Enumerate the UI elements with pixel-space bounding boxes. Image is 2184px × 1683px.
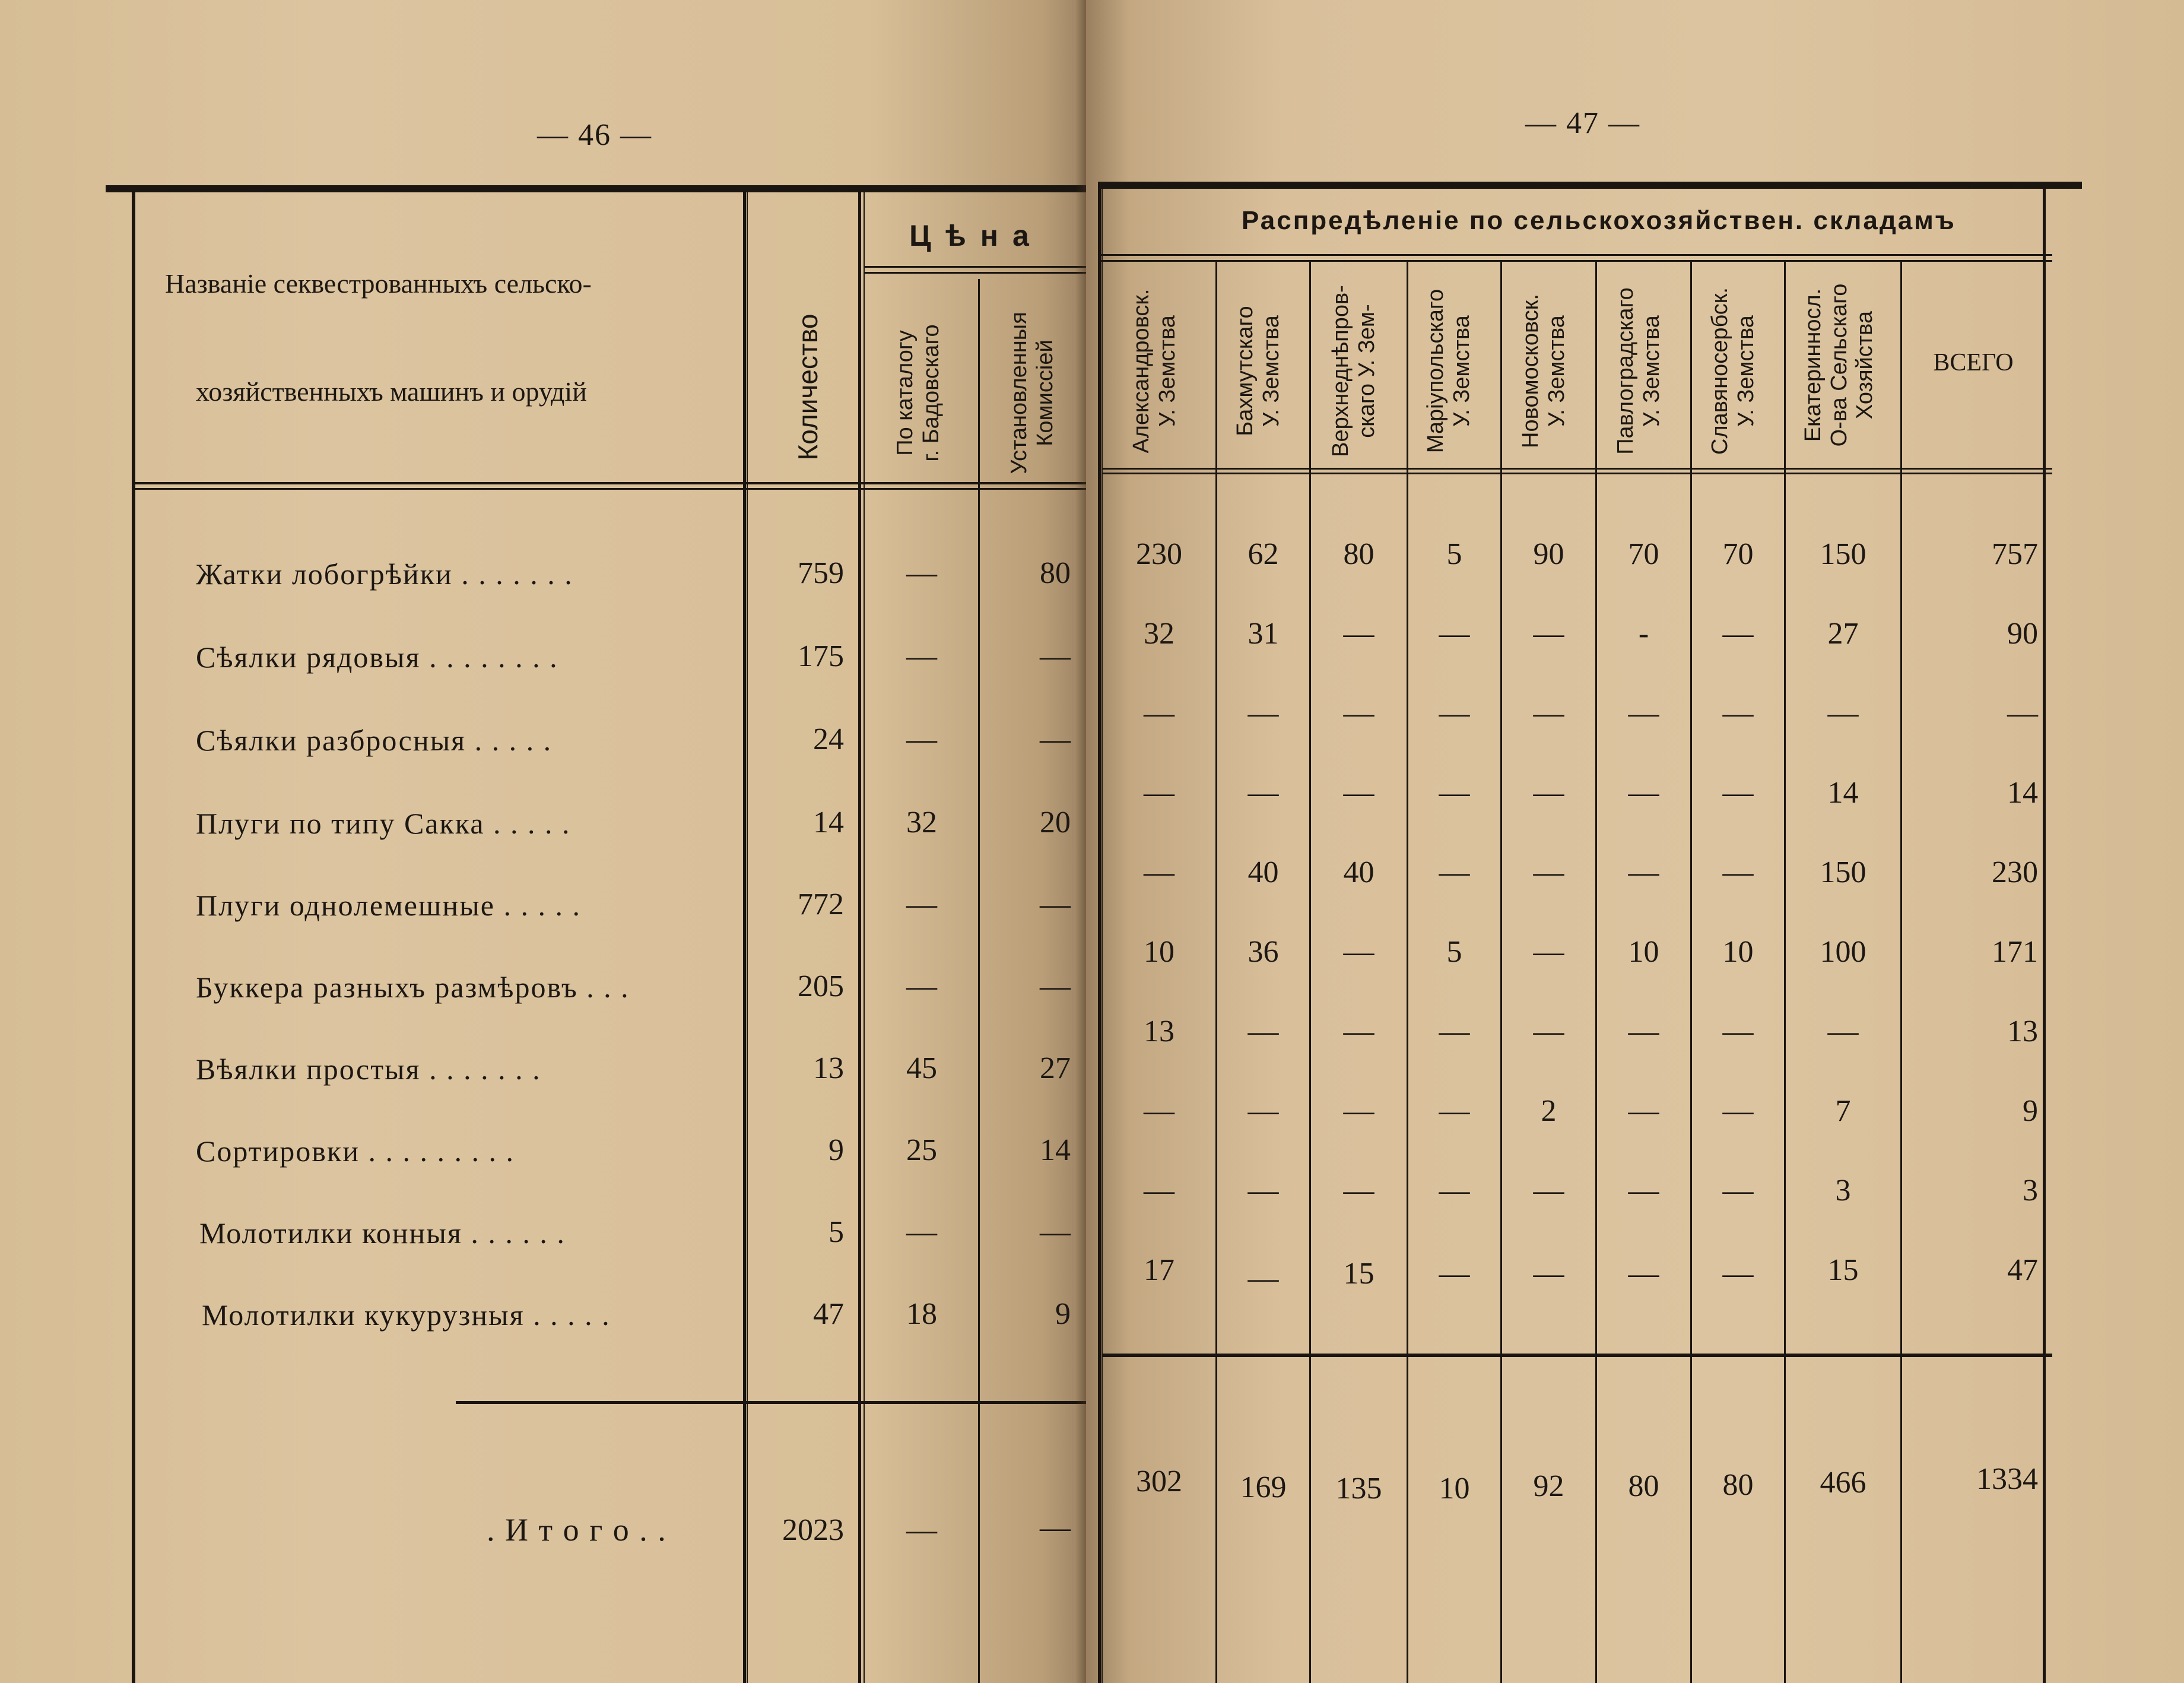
cell: — [1628,1015,1659,1048]
cell: 32 [1144,617,1174,651]
row-qty: 205 [798,969,844,1003]
row-catalog: 25 [906,1133,937,1167]
cell: — [1628,1094,1659,1128]
cell: 15 [1827,1253,1859,1287]
total-qty: 2023 [782,1513,844,1547]
cell: 150 [1820,537,1866,571]
price-group-header: Цѣна [909,219,1043,252]
distribution-title: Распредѣленіе по сельскохозяйствен. складамъ [1242,206,1956,235]
cell: — [1722,617,1754,651]
cell: 10 [1722,935,1754,969]
row-qty: 47 [813,1297,844,1331]
row-catalog: — [906,639,937,673]
row-catalog: — [906,1215,937,1249]
cell: — [1247,696,1279,730]
right-page [1086,0,2184,1683]
row-commission: — [1040,969,1071,1003]
cell: — [1343,617,1374,651]
total-cell: 92 [1533,1469,1564,1503]
row-name: Буккера разныхъ размѣровъ . . . [196,971,630,1004]
cell: 230 [1136,537,1182,571]
total-cell: 466 [1820,1466,1866,1500]
cell: — [1722,1174,1754,1207]
row-commission: 80 [1040,556,1071,590]
row-catalog: 45 [906,1051,937,1085]
right-table-left-border [1098,189,1101,1683]
cell-total: 90 [2007,617,2038,651]
cell: - [1638,617,1649,651]
cell: 62 [1247,537,1279,571]
cell: 2 [1541,1094,1557,1128]
row-qty: 14 [813,806,844,839]
table-left-border [132,192,135,1683]
total-catalog: — [906,1513,937,1547]
cell: — [1722,1257,1754,1291]
cell: — [1533,776,1564,810]
cell: — [1144,696,1174,730]
name-column-header-line1: Названіе секвестрованныхъ сельско- [165,268,592,299]
total-cell: 10 [1439,1472,1470,1505]
cell: 27 [1827,617,1859,651]
total-rule-right [1103,1354,2052,1357]
cell-total: 3 [2023,1174,2038,1207]
row-name: Плуги однолемешные . . . . . [196,889,581,922]
cell: — [1628,855,1659,889]
header-rule-right-2 [1103,473,2052,474]
cell: 13 [1144,1015,1174,1048]
row-catalog: — [906,969,937,1003]
price-commission-header: Установленныя Комиссіей [1007,312,1058,474]
cell: — [1247,1262,1279,1295]
cell: 70 [1722,537,1754,571]
total-rule-left [456,1401,1086,1404]
col-header-total: ВСЕГО [1933,349,2014,376]
page-number-right: — 47 — [1525,106,1640,140]
total-cell: 169 [1240,1470,1287,1504]
row-name: Сортировки . . . . . . . . . [196,1134,515,1168]
cell: — [1144,776,1174,810]
cell-total: — [2007,696,2038,730]
total-commission: — [1040,1511,1071,1545]
col-header-novomoskovsk: Новомосковск. У. Земства [1518,294,1569,448]
cell: — [1343,1174,1374,1207]
cell: — [1343,1015,1374,1048]
cell: — [1439,617,1470,651]
cell: — [1144,1094,1174,1128]
col-header-bakhmut: Бахмутскаго У. Земства [1233,306,1284,436]
cell: — [1628,776,1659,810]
cell: — [1144,1174,1174,1207]
row-qty: 759 [798,556,844,590]
cell: — [1247,1015,1279,1048]
cell-total: 14 [2007,776,2038,810]
row-qty: 24 [813,722,844,756]
cell-total: 230 [1992,855,2038,889]
cell: — [1722,1015,1754,1048]
cell: 5 [1446,537,1462,571]
col-header-mariupol: Маріупольскаго У. Земства [1423,289,1474,454]
cell: 17 [1144,1253,1174,1287]
cell: — [1343,696,1374,730]
cell: — [1533,617,1564,651]
cell: — [1247,1094,1279,1128]
cell-total: 9 [2023,1094,2038,1128]
row-qty: 175 [798,639,844,673]
row-commission: 20 [1040,806,1071,839]
divider-name-qty-2 [747,192,748,1683]
cell: — [1439,776,1470,810]
row-qty: 13 [813,1051,844,1085]
col-header-verkhnedneprovsk: Верхнеднѣпров- скаго У. Зем- [1328,285,1379,457]
cell: 40 [1343,855,1374,889]
row-catalog: 32 [906,806,937,839]
cell: — [1722,776,1754,810]
row-commission: — [1040,1215,1071,1249]
cell-total: 757 [1992,537,2038,571]
cell: 10 [1144,935,1174,969]
row-qty: 9 [828,1133,844,1167]
row-name: Плуги по типу Сакка . . . . . [196,807,571,840]
cell: 5 [1446,935,1462,969]
cell: — [1439,696,1470,730]
cell: 14 [1827,776,1859,810]
cell: — [1628,696,1659,730]
price-group-rule-2 [864,272,1086,274]
left-page [0,0,1086,1683]
cell-total: 171 [1992,935,2038,969]
cell: — [1247,776,1279,810]
cell: — [1247,1174,1279,1207]
row-qty: 772 [798,888,844,921]
row-catalog: 18 [906,1297,937,1331]
right-table-left-border-2 [1101,189,1103,1683]
cell: — [1827,1015,1859,1048]
title-rule [1098,254,2052,256]
cell: — [1628,1257,1659,1291]
top-rule-left [106,185,1086,192]
row-commission: — [1040,888,1071,921]
page-number-left: — 46 — [537,118,652,152]
divider-qty-price-2 [864,192,865,1683]
cell: 70 [1628,537,1659,571]
cell: 90 [1533,537,1564,571]
col-header-slavyanoserbsk: Славяносербск. У. Земства [1707,287,1758,455]
total-cell: 80 [1628,1469,1659,1503]
col-header-ekaterinoslav: Екатеринносл. О-ва Сельскаго Хозяйства [1801,283,1878,447]
col-header-aleksandrovsk: Александровск. У. Земства [1129,289,1180,454]
row-name: Молотилки кукурузныя . . . . . [202,1298,611,1332]
cell: — [1533,935,1564,969]
price-group-rule [864,266,1086,268]
row-name: Молотилки конныя . . . . . . [199,1216,566,1250]
cell: — [1439,855,1470,889]
header-rule-left-2 [135,488,1086,490]
price-catalog-header: По каталогу г. Бадовскаго [893,324,944,462]
title-rule-2 [1098,260,2052,262]
quantity-column-header: Количество [792,313,823,461]
divider-name-qty [743,192,746,1683]
header-rule-right [1103,468,2052,470]
top-rule-right [1098,182,2082,189]
cell: — [1533,696,1564,730]
row-catalog: — [906,722,937,756]
cell: — [1343,776,1374,810]
cell: — [1533,855,1564,889]
cell: — [1628,1174,1659,1207]
row-commission: 14 [1040,1133,1071,1167]
cell: — [1722,855,1754,889]
cell-total: 13 [2007,1015,2038,1048]
row-name: Вѣялки простыя . . . . . . . [196,1053,541,1086]
row-commission: — [1040,639,1071,673]
cell-total: 47 [2007,1253,2038,1287]
cell: — [1722,1094,1754,1128]
total-cell: 135 [1335,1472,1382,1505]
cell: — [1439,1094,1470,1128]
cell: — [1439,1015,1470,1048]
cell: — [1144,855,1174,889]
row-name: Жатки лобогрѣйки . . . . . . . [196,557,573,591]
row-catalog: — [906,556,937,590]
cell: 36 [1247,935,1279,969]
cell: — [1827,696,1859,730]
cell: 7 [1835,1094,1851,1128]
row-qty: 5 [828,1215,844,1249]
col-header-pavlograd: Павлоградскаго У. Земства [1613,287,1664,455]
row-catalog: — [906,888,937,921]
cell: 10 [1628,935,1659,969]
cell: 100 [1820,935,1866,969]
row-commission: — [1040,722,1071,756]
total-cell: 80 [1722,1468,1754,1502]
cell: 3 [1835,1174,1851,1207]
cell: — [1439,1257,1470,1291]
name-column-header-line2: хозяйственныхъ машинъ и орудій [196,376,587,407]
grand-total-cell: 1334 [1976,1462,2038,1496]
total-label: . И т о г о . . [487,1512,667,1548]
divider-qty-price [858,192,861,1683]
row-commission: 27 [1040,1051,1071,1085]
total-cell: 302 [1136,1465,1182,1498]
cell: — [1533,1174,1564,1207]
cell: 150 [1820,855,1866,889]
cell: 40 [1247,855,1279,889]
row-name: Сѣялки разбросныя . . . . . [196,724,553,757]
row-name: Сѣялки рядовыя . . . . . . . . [196,641,558,674]
row-commission: 9 [1055,1297,1071,1331]
cell: — [1533,1257,1564,1291]
cell: — [1722,696,1754,730]
cell: 80 [1343,537,1374,571]
cell: 15 [1343,1257,1374,1291]
cell: — [1439,1174,1470,1207]
cell: — [1343,1094,1374,1128]
cell: 31 [1247,617,1279,651]
cell: — [1533,1015,1564,1048]
header-rule-left [135,482,1086,484]
right-table-right-border [2043,189,2046,1683]
cell: — [1343,935,1374,969]
